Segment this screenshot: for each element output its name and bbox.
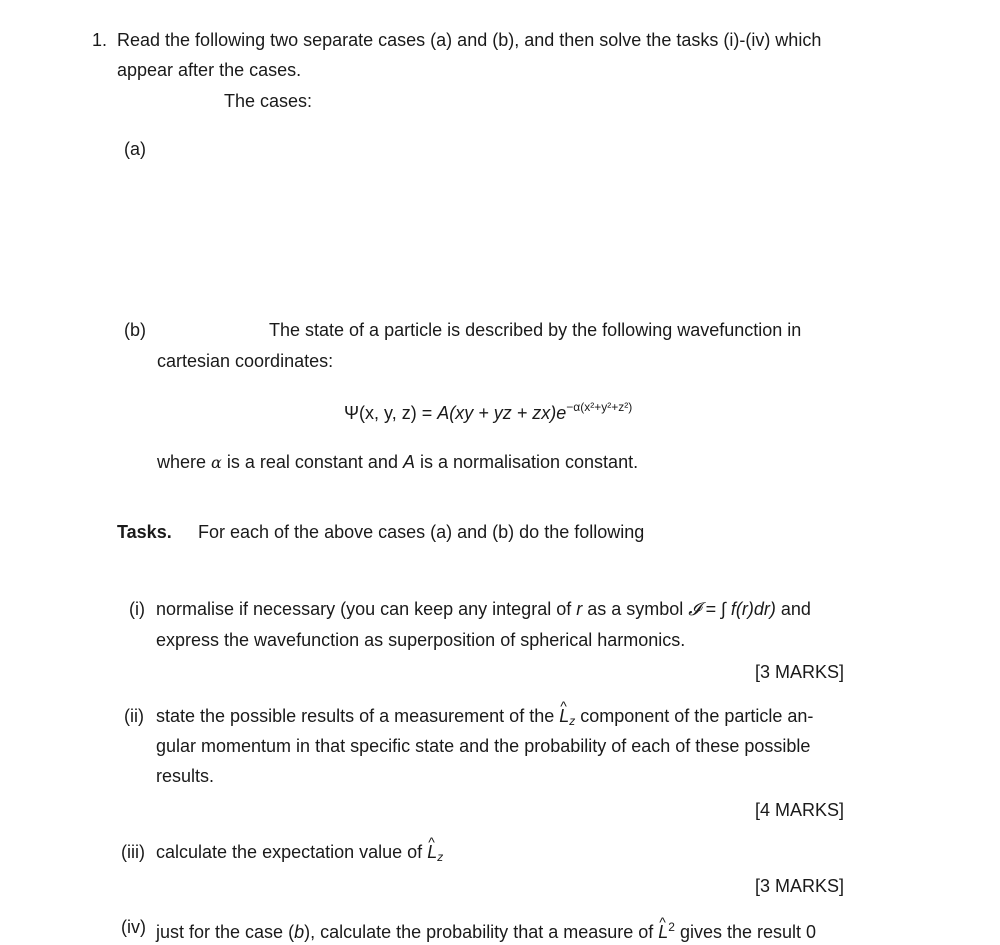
task-iv-mid: ), calculate the probability that a measure of <box>304 922 659 942</box>
task-ii-marks: [4 MARKS] <box>754 800 844 820</box>
question-number: 1. <box>92 30 108 50</box>
equation-exp-base: e <box>556 403 567 423</box>
lz-subscript: z <box>569 714 576 728</box>
normalisation-symbol: A <box>402 452 415 472</box>
task-ii-post: component of the particle an- <box>575 706 814 726</box>
where-post: is a normalisation constant. <box>414 452 639 472</box>
intro-line-2: appear after the cases. <box>117 60 302 80</box>
task-ii-label: (ii) <box>124 706 144 726</box>
task-ii-line-3: results. <box>156 766 215 786</box>
intro-line-1: Read the following two separate cases (a) and (b), and then solve the tasks (i)-(iv) which <box>117 30 822 50</box>
task-i-line-1 <box>156 598 811 620</box>
task-ii-line-1 <box>156 705 813 732</box>
task-iii-marks: [3 MARKS] <box>754 876 844 896</box>
task-i-post: and <box>775 599 811 619</box>
integral-symbol: 𝓘 = ∫ f(r)dr) <box>688 599 776 619</box>
task-iii-label: (iii) <box>121 842 145 862</box>
alpha-symbol: α <box>211 453 222 472</box>
task-iii-line-1 <box>156 841 443 868</box>
where-mid: is a real constant and <box>221 452 403 472</box>
case-b-label: (b) <box>124 320 146 340</box>
case-b-line-1: The state of a particle is described by the following wavefunction in <box>269 320 802 340</box>
equation-amplitude: A <box>437 403 450 423</box>
lz-operator: ^ L <box>559 705 569 727</box>
case-b-line-2: cartesian coordinates: <box>157 351 334 371</box>
equation-exponent: −α(x²+y²+z²) <box>566 400 633 414</box>
l2-operator: ^ L <box>658 921 668 943</box>
r-symbol: r <box>576 599 583 619</box>
tasks-intro: For each of the above cases (a) and (b) do the following <box>198 522 645 542</box>
lz-subscript: z <box>437 850 444 864</box>
task-i-line-2: express the wavefunction as superposition of spherical harmonics. <box>156 630 686 650</box>
l2-superscript: 2 <box>668 920 675 934</box>
wavefunction-equation <box>344 396 632 424</box>
task-i-label: (i) <box>129 599 145 619</box>
task-iv-text: just for the case ( <box>156 922 295 942</box>
tasks-heading: Tasks. <box>117 522 172 542</box>
equation-polynomial: (xy + yz + zx) <box>449 403 557 423</box>
case-b-ref: b <box>294 922 305 942</box>
case-a-label: (a) <box>124 139 146 159</box>
task-iv-line-1 <box>156 916 816 943</box>
lz-operator: ^ L <box>427 841 437 863</box>
task-iv-label: (iv) <box>121 917 146 937</box>
task-i-text: normalise if necessary (you can keep any integral of <box>156 599 577 619</box>
task-iii-text: calculate the expectation value of <box>156 842 428 862</box>
equation-lhs: Ψ(x, y, z) = <box>344 403 438 423</box>
task-i-mid: as a symbol <box>582 599 689 619</box>
cases-heading: The cases: <box>224 91 313 111</box>
task-ii-line-2: gular momentum in that specific state and the probability of each of these possible <box>156 736 811 756</box>
where-pre: where <box>157 452 212 472</box>
task-iv-post: gives the result 0 <box>674 922 817 942</box>
where-line <box>157 451 638 474</box>
task-ii-text: state the possible results of a measurement of the <box>156 706 560 726</box>
task-i-marks: [3 MARKS] <box>754 662 844 682</box>
